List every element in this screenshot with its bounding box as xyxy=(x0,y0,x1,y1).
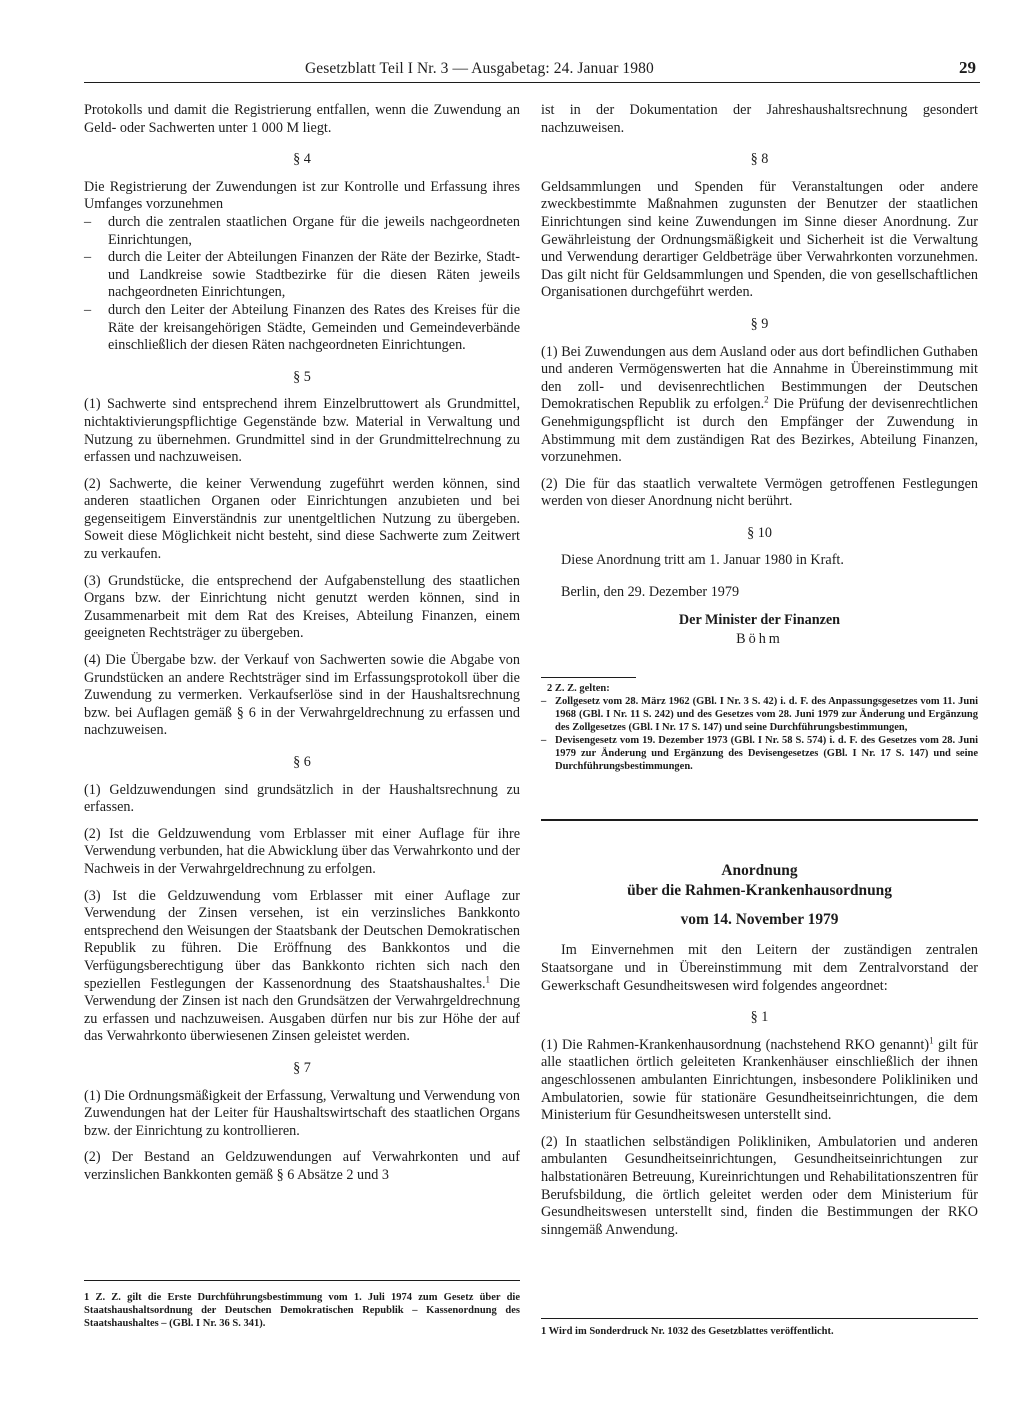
section-6-paragraph-2: (2) Ist die Geldzuwendung vom Erblasser mit einer Auflage für ihre Verwendung verbunden, hat die Abwicklung über das Verwahrkonto und der Nachweis in der Verwahrgeldrechnung zu erfolgen. xyxy=(84,825,520,877)
section-heading-6: § 6 xyxy=(293,754,311,770)
section-heading-8: § 8 xyxy=(750,151,769,168)
section-4-text: Die Registrierung der Zuwendungen ist zur Kontrolle und Erfassung ihres Umfanges vorzunehmen xyxy=(84,178,520,213)
signature-name: Böhm xyxy=(736,631,783,648)
header-title: Gesetzblatt Teil I Nr. 3 — Ausgabetag: 24. Januar 1980 xyxy=(305,60,654,77)
footnote-rule xyxy=(541,677,636,678)
continuation-paragraph: ist in der Dokumentation der Jahreshaushaltsrechnung gesondert nachzuweisen. xyxy=(541,102,978,136)
decree-title-line-1: Anordnung xyxy=(721,861,798,879)
place-date: Berlin, den 29. Dezember 1979 xyxy=(561,584,740,601)
section-6-paragraph-3 xyxy=(84,888,520,1046)
section-6-paragraph-1: (1) Geldzuwendungen sind grundsätzlich in der Haushaltsrechnung zu erfassen. xyxy=(84,781,520,816)
section-10-paragraph: Diese Anordnung tritt am 1. Januar 1980 in Kraft. xyxy=(561,552,844,569)
section-9-paragraph-1-part-a: (1) Bei Zuwendungen aus dem Ausland oder aus dort befindlichen Guthaben und anderen Vermögenswerten hat die Annahme in Übereinstimmung mit den zoll- und devisenrechtlichen Bestimmungen der Deutschen Demokratischen Republik zu erfolgen. xyxy=(541,343,978,413)
section-heading-5: § 5 xyxy=(293,368,311,385)
section-divider xyxy=(541,819,978,821)
section-heading-4: § 4 xyxy=(293,151,311,168)
list-item: – durch den Leiter der Abteilung Finanzen des Rates des Kreises für die Räte der kreisangehörigen Städte, Gemeinden und Gemeindeverbände einschließlich der diesen Räten nachgeordneten Einrichtungen. xyxy=(84,302,520,355)
decree-section-1-paragraph-1 xyxy=(541,1037,978,1125)
footnote-ref: 1 xyxy=(485,973,491,984)
section-6-paragraph-3-part-a: (3) Ist die Geldzuwendung vom Erblasser mit einer Auflage zur Verwendung der Zinsen versehen, ist ein verzinsliches Bankkonto entsprechend den Weisungen der Staatsbank der Deutschen Demokratischen Republik zu führen. Die Eröffnung des Bankkontos und die Verfügungsberechtigung über das Bankkonto richten sich nach den speziellen Festlegungen der Kassenordnung des Staatshaushaltes. xyxy=(84,887,520,992)
section-7-paragraph-1: (1) Die Ordnungsmäßigkeit der Erfassung, Verwaltung und Verwendung von Zuwendungen hat der Leiter für Haushaltswirtschaft des staatlichen Organs bzw. der Einrichtung zu kontrollieren. xyxy=(84,1087,520,1139)
footnote-ref: 2 xyxy=(764,394,769,405)
signature-title: Der Minister der Finanzen xyxy=(678,611,841,628)
list-item: – durch die Leiter der Abteilungen Finanzen der Räte der Bezirke, Stadt- und Landkreise sowie Stadtbezirke für die diesen Räten jeweils nachgeordneten Einrichtungen, xyxy=(84,249,520,302)
section-heading-10: § 10 xyxy=(747,524,772,541)
footnote-ref: 1 xyxy=(929,1035,934,1046)
section-heading-9: § 9 xyxy=(750,315,769,332)
section-4-list xyxy=(84,214,520,355)
decree-section-1-paragraph-2: (2) In staatlichen selbständigen Polikliniken, Ambulatorien und anderen ambulanten Gesundheitseinrichtungen, Gesundheitseinrichtungen zur halbstationären Betreuung, Kureinrichtungen und Rehabilitationszentren für Berufsbildung, die örtlich geleitet werden oder dem Ministerium für Gesundheitswesen unterstellt sind, finden die Bestimmungen der RKO sinngemäß Anwendung. xyxy=(541,1133,978,1238)
section-9-paragraph-1-part-b: Die Prüfung der devisenrechtlichen Genehmigungspflicht ist durch den Empfänger der Zuwendung in Abstimmung mit dem zuständigen Rat des Bezirkes, Abteilung Finanzen, vorzunehmen. xyxy=(541,396,978,466)
decree-intro: Im Einvernehmen mit den Leitern der zuständigen zentralen Staatsorgane und in Übereinstimmung mit dem Zentralvorstand der Gewerkschaft Gesundheitswesen wird folgendes angeordnet: xyxy=(541,942,978,994)
footnote-1: 1 Z. Z. gilt die Erste Durchführungsbestimmung vom 1. Juli 1974 zum Gesetz über die Staatshaushaltsordnung der Deutschen Demokratischen Republik – Kassenordnung des Staatshaushaltes – (GBl. I Nr. 36 S. 341). xyxy=(84,1280,520,1330)
section-7-paragraph-2: (2) Der Bestand an Geldzuwendungen auf Verwahrkonten und auf verzinslichen Bankkonten gemäß § 6 Absätze 2 und 3 xyxy=(84,1149,520,1183)
list-item: – Zollgesetz vom 28. März 1962 (GBl. I Nr. 3 S. 42) i. d. F. des Anpassungsgesetzes vom 11. Juni 1968 (GBl. I Nr. 11 S. 242) und des Gesetzes vom 28. Juni 1979 zur Änderung und Ergänzung des Zollgesetzes (GBl. I Nr. 17 S. 147) und seine Durchführungsbestimmungen, xyxy=(541,695,978,734)
section-8-paragraph: Geldsammlungen und Spenden für Veranstaltungen oder andere zweckbestimmte Maßnahmen zugunsten der Benutzer der staatlichen Einrichtungen sind keine Zuwendungen im Sinne dieser Anordnung. Zur Gewährleistung der Ordnungsmäßigkeit und Sicherheit ist die Verwaltung und Verwendung derartiger Geldbeträge über Verwahrkonten vorzunehmen. Das gilt nicht für Geldsammlungen und Spenden, die von gesellschaftlichen Organisationen durchgeführt werden. xyxy=(541,178,978,301)
decree-date: vom 14. November 1979 xyxy=(680,910,839,928)
list-item: – Devisengesetz vom 19. Dezember 1973 (GBl. I Nr. 58 S. 574) i. d. F. des Gesetzes vom 28. Juni 1979 zur Änderung und Ergänzung des Devisengesetzes (GBl. I Nr. 17 S. 147) und seine Durchführungsbestimmungen. xyxy=(541,734,978,773)
decree-title xyxy=(541,861,978,901)
left-column xyxy=(84,102,520,1193)
intro-paragraph: Protokolls und damit die Registrierung entfallen, wenn die Zuwendung an Geld- oder Sachwerten unter 1 000 M liegt. xyxy=(84,102,520,136)
page-number: 29 xyxy=(959,58,976,77)
section-5-paragraph-4: (4) Die Übergabe bzw. der Verkauf von Sachwerten sowie die Abgabe von Grundstücken an andere Rechtsträger sind im Erfassungsprotokoll über die Zuwendung zu vermerken. Verkaufserlöse sind in der Haushaltsrechnung bzw. bei Auflagen gemäß § 6 in der Verwahrgeldrechnung zu erfassen und nachzuweisen. xyxy=(84,652,520,739)
decree-section-heading-1: § 1 xyxy=(750,1009,769,1026)
section-5-paragraph-2: (2) Sachwerte, die keiner Verwendung zugeführt werden können, sind anderen staatlichen Organen oder Einrichtungen anzubieten und bei gegenseitigem Einverständnis zur unentgeltlichen Nutzung zu übergeben. Soweit diese Möglichkeit nicht besteht, sind diese Sachwerte zum Zeitwert zu verkaufen. xyxy=(84,475,520,563)
footnote-2-list xyxy=(541,695,978,773)
list-item: – durch die zentralen staatlichen Organe für die jeweils nachgeordneten Einrichtungen, xyxy=(84,214,520,249)
decree-paragraph-1-part-b: gilt für alle staatlichen örtlich geleiteten Krankenhäuser einschließlich der ihnen angeschlossenen ambulanten Einrichtungen, insbesondere Polikliniken und Ambulatorien, sowie für stationäre Gesundheitseinrichtungen, die dem Ministerium für Gesundheitswesen unterstellt sind. xyxy=(541,1036,979,1124)
decree-title-line-2: über die Rahmen-Krankenhausordnung xyxy=(627,881,892,899)
section-5-paragraph-1: (1) Sachwerte sind entsprechend ihrem Einzelbruttowert als Grundmittel, nichtaktivierungspflichtige Gegenstände bzw. Material in Verwaltung und Nutzung zu übernehmen. Grundmittel sind in der Grundmittelrechnung zu erfassen und nachzuweisen. xyxy=(84,396,520,466)
right-column xyxy=(541,102,978,1248)
section-5-paragraph-3: (3) Grundstücke, die entsprechend der Aufgabenstellung des staatlichen Organs bzw. der Einrichtung nicht genutzt werden können, sind in Zusammenarbeit mit dem Rat des Kreises, Abteilung Finanzen, einem geeigneten Rechtsträger zu übergeben. xyxy=(84,572,520,642)
footnote-2-intro: 2 Z. Z. gelten: xyxy=(547,682,610,694)
section-9-paragraph-2: (2) Die für das staatlich verwaltete Vermögen getroffenen Festlegungen werden von dieser Anordnung nicht berührt. xyxy=(541,475,978,510)
section-heading-7: § 7 xyxy=(293,1059,311,1076)
footnote-2 xyxy=(541,682,978,773)
section-9-paragraph-1 xyxy=(541,344,978,467)
page-header xyxy=(84,60,980,83)
decree-paragraph-1-part-a: (1) Die Rahmen-Krankenhausordnung (nachstehend RKO genannt) xyxy=(541,1036,930,1053)
decree-footnote: 1 Wird im Sonderdruck Nr. 1032 des Gesetzblattes veröffentlicht. xyxy=(541,1318,978,1338)
section-6-paragraph-3-part-b: Die Verwendung der Zinsen ist nach den Grundsätzen der Verwahrgeldrechnung zu erfassen und nachzuweisen. Ausgaben dürfen nur bis zur Höhe der auf das Verwahrkonto überwiesenen Zinsen geleistet werden. xyxy=(84,975,520,1045)
